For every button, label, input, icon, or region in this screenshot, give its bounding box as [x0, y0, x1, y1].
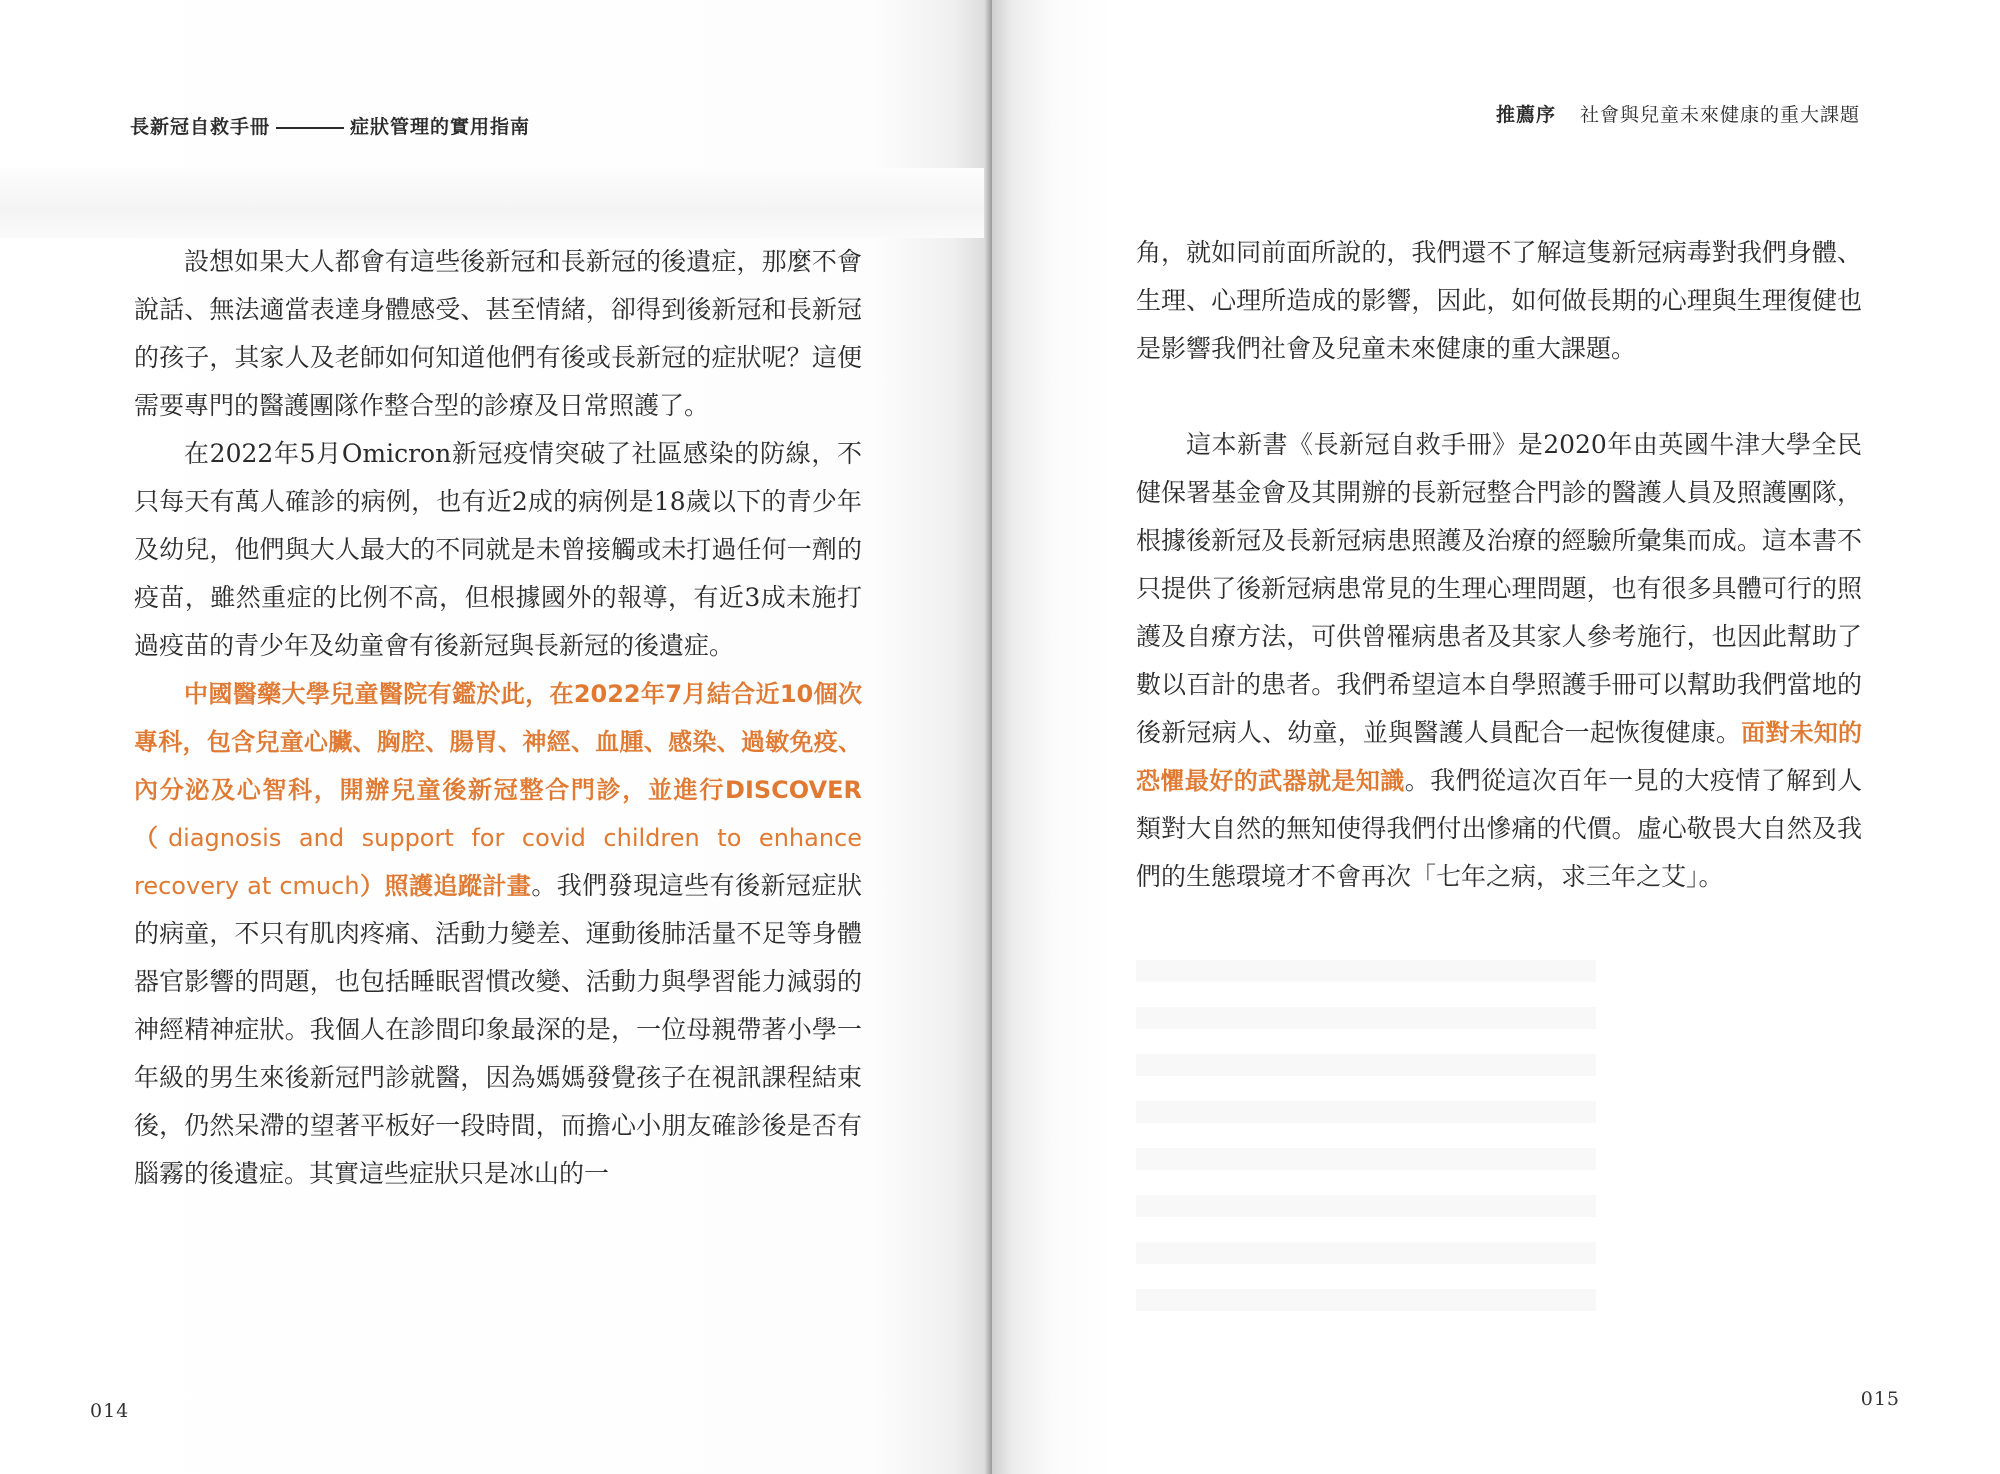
- page-number: 015: [1860, 1388, 1900, 1410]
- paragraph-continuation: [1136, 229, 1862, 373]
- text-run: 在2022年5月Omicron新冠疫情突破了社區感染的防線，不只每天有萬人確診的病例，也有近2成的病例是18歲以下的青少年及幼兒，他們與大人最大的不同就是未曾接觸或未打過任何一劑的疫苗，雖然重症的比例不高，但根據國外的報導，有近3成未施打過疫苗的青少年及幼童會有後新冠與長新冠的後遺症。: [134, 439, 862, 660]
- text-run: 這本新書《長新冠自救手冊》是2020年由英國牛津大學全民健保署基金會及其開辦的長新冠整合門診的醫護人員及照護團隊，根據後新冠及長新冠病患照護及治療的經驗所彙集而成。這本書不只提供了後新冠病患常見的生理心理問題，也有很多具體可行的照護及自療方法，可供曾罹病患者及其家人參考施行，也因此幫助了數以百計的患者。我們希望這本自學照護手冊可以幫助我們當地的後新冠病人、幼童，並與醫護人員配合一起恢復健康。: [1136, 430, 1862, 747]
- text-run: 設想如果大人都會有這些後新冠和長新冠的後遺症，那麼不會說話、無法適當表達身體感受、甚至情緒，卻得到後新冠和長新冠的孩子，其家人及老師如何知道他們有後或長新冠的症狀呢？這便需要專門的醫護團隊作整合型的診療及日常照護了。: [134, 247, 862, 420]
- running-head-dash: [276, 127, 344, 129]
- highlighted-text-run: 中國醫藥大學兒童醫院有鑑於此，在2022年7月結合近10個次專科，包含兒童心臟、胸腔、腸胃、神經、血腫、感染、過敏免疫、內分泌及心智科，開辦兒童後新冠整合門診，並進行DISCOVER（: [134, 680, 862, 852]
- highlighted-english-run: diagnosis and support for covid children to enhance recovery at cmuch: [134, 824, 862, 900]
- running-head-title: 社會與兒童未來健康的重大課題: [1579, 104, 1860, 126]
- running-head-subtitle: 症狀管理的實用指南: [350, 116, 531, 138]
- text-run: 。我們發現這些有後新冠症狀的病童，不只有肌肉疼痛、活動力變差、運動後肺活量不足等身體器官影響的問題，也包括睡眠習慣改變、活動力與學習能力減弱的神經精神症狀。我個人在診間印象最深的是，一位母親帶著小學一年級的男生來後新冠門診就醫，因為媽媽發覺孩子在視訊課程結束後，仍然呆滯的望著平板好一段時間，而擔心小朋友確診後是否有腦霧的後遺症。其實這些症狀只是冰山的一: [134, 871, 862, 1188]
- text-run: 。我們從這次百年一見的大疫情了解到人類對大自然的無知使得我們付出慘痛的代價。虛心敬畏大自然及我們的生態環境才不會再次「七年之病，求三年之艾」。: [1136, 766, 1862, 891]
- page-number: 014: [90, 1400, 130, 1422]
- show-through-text: [1136, 960, 1596, 1320]
- paragraph: [134, 670, 862, 1198]
- highlighted-text-run: ）照護追蹤計畫: [359, 872, 532, 900]
- highlighted-text-run: 面對未知的恐懼最好的武器就是知識: [1136, 719, 1862, 795]
- left-page: [0, 0, 992, 1474]
- body-text: [134, 238, 862, 1198]
- running-head: [1496, 100, 1860, 127]
- body-text: [1136, 229, 1862, 901]
- paragraph: [1136, 421, 1862, 901]
- header-band: [0, 168, 992, 238]
- right-page: [992, 0, 2000, 1474]
- running-head: [130, 112, 530, 139]
- running-head-book-title: 長新冠自救手冊: [130, 116, 271, 138]
- paragraph: [134, 430, 862, 670]
- paragraph: [134, 238, 862, 430]
- running-head-kind: 推薦序: [1495, 104, 1556, 126]
- text-run: 角，就如同前面所說的，我們還不了解這隻新冠病毒對我們身體、生理、心理所造成的影響，因此，如何做長期的心理與生理復健也是影響我們社會及兒童未來健康的重大課題。: [1136, 238, 1862, 363]
